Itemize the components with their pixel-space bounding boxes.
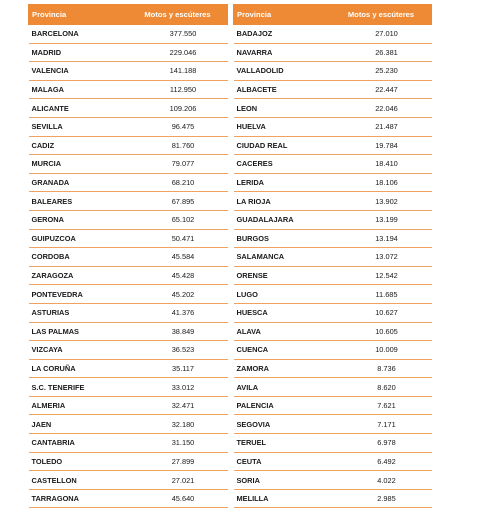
cell-provincia: SORIA <box>234 471 328 490</box>
cell-provincia: SEGOVIA <box>234 415 328 434</box>
table-row <box>234 434 432 453</box>
cell-provincia: ALBACETE <box>234 80 328 99</box>
table-row <box>234 62 432 81</box>
cell-motos: 13.194 <box>328 229 432 248</box>
cell-motos: 41.376 <box>125 303 228 322</box>
cell-motos: 13.199 <box>328 210 432 229</box>
table-row <box>234 173 432 192</box>
table-row <box>234 210 432 229</box>
table-row <box>29 285 228 304</box>
table-row <box>29 80 228 99</box>
table-row <box>234 378 432 397</box>
cell-motos: 36.523 <box>125 341 228 360</box>
table-row <box>29 136 228 155</box>
table-row <box>29 25 228 44</box>
cell-provincia: HUELVA <box>234 117 328 136</box>
cell-provincia: CIUDAD REAL <box>234 136 328 155</box>
cell-provincia: CASTELLON <box>29 471 125 490</box>
cell-motos: 26.381 <box>328 43 432 62</box>
cell-provincia: LEON <box>234 99 328 118</box>
cell-motos: 2.985 <box>328 489 432 508</box>
table-row <box>234 25 432 44</box>
cell-provincia: PONTEVEDRA <box>29 285 125 304</box>
cell-motos: 27.021 <box>125 471 228 490</box>
table-row <box>29 303 228 322</box>
cell-provincia: ASTURIAS <box>29 303 125 322</box>
table-header-row <box>234 5 432 25</box>
cell-provincia: MURCIA <box>29 155 125 174</box>
cell-provincia: LA CORUÑA <box>29 359 125 378</box>
table-row <box>29 359 228 378</box>
cell-provincia: AVILA <box>234 378 328 397</box>
cell-motos: 50.471 <box>125 229 228 248</box>
cell-provincia: BURGOS <box>234 229 328 248</box>
cell-motos: 112.950 <box>125 80 228 99</box>
cell-motos: 12.542 <box>328 266 432 285</box>
cell-motos: 141.188 <box>125 62 228 81</box>
cell-motos: 31.150 <box>125 434 228 453</box>
cell-motos: 22.447 <box>328 80 432 99</box>
cell-provincia: CORDOBA <box>29 248 125 267</box>
cell-provincia: MADRID <box>29 43 125 62</box>
cell-motos: 109.206 <box>125 99 228 118</box>
cell-provincia: TOLEDO <box>29 452 125 471</box>
cell-provincia: CUENCA <box>234 341 328 360</box>
table-row <box>29 155 228 174</box>
table-row <box>234 396 432 415</box>
table-row <box>29 452 228 471</box>
cell-motos: 27.010 <box>328 25 432 44</box>
cell-provincia: LA RIOJA <box>234 192 328 211</box>
cell-motos: 21.487 <box>328 117 432 136</box>
header-motos: Motos y escúteres <box>328 5 432 25</box>
cell-motos: 22.046 <box>328 99 432 118</box>
cell-provincia: ALAVA <box>234 322 328 341</box>
table-row <box>29 192 228 211</box>
table-row <box>234 452 432 471</box>
cell-motos: 45.202 <box>125 285 228 304</box>
cell-provincia: CEUTA <box>234 452 328 471</box>
table-row <box>234 359 432 378</box>
cell-motos: 45.640 <box>125 489 228 508</box>
cell-provincia: GRANADA <box>29 173 125 192</box>
cell-provincia: NAVARRA <box>234 43 328 62</box>
cell-motos: 377.550 <box>125 25 228 44</box>
cell-provincia: VIZCAYA <box>29 341 125 360</box>
cell-motos: 67.895 <box>125 192 228 211</box>
table-row <box>29 173 228 192</box>
table-row <box>234 80 432 99</box>
table-row <box>29 62 228 81</box>
cell-motos: 18.106 <box>328 173 432 192</box>
cell-provincia: ZAMORA <box>234 359 328 378</box>
cell-motos: 45.428 <box>125 266 228 285</box>
table-row <box>234 229 432 248</box>
cell-provincia: LERIDA <box>234 173 328 192</box>
cell-motos: 33.012 <box>125 378 228 397</box>
table-row <box>234 415 432 434</box>
cell-motos: 35.117 <box>125 359 228 378</box>
table-row <box>29 471 228 490</box>
cell-provincia: TARRAGONA <box>29 489 125 508</box>
table-row <box>29 43 228 62</box>
table-row <box>234 248 432 267</box>
table-row <box>29 266 228 285</box>
header-motos: Motos y escúteres <box>125 5 228 25</box>
table-row <box>234 117 432 136</box>
cell-provincia: VALENCIA <box>29 62 125 81</box>
cell-provincia: JAEN <box>29 415 125 434</box>
cell-provincia: BARCELONA <box>29 25 125 44</box>
table-row <box>234 192 432 211</box>
cell-motos: 7.171 <box>328 415 432 434</box>
cell-provincia: ZARAGOZA <box>29 266 125 285</box>
cell-motos: 13.072 <box>328 248 432 267</box>
table-right <box>233 4 432 508</box>
table-row <box>29 434 228 453</box>
cell-motos: 25.230 <box>328 62 432 81</box>
cell-motos: 79.077 <box>125 155 228 174</box>
table-row <box>29 99 228 118</box>
table-row <box>29 378 228 397</box>
table-header-row <box>29 5 228 25</box>
table-row <box>234 99 432 118</box>
cell-motos: 10.009 <box>328 341 432 360</box>
cell-provincia: MELILLA <box>234 489 328 508</box>
cell-provincia: PALENCIA <box>234 396 328 415</box>
table-row <box>29 396 228 415</box>
cell-provincia: BADAJOZ <box>234 25 328 44</box>
cell-provincia: SALAMANCA <box>234 248 328 267</box>
table-row <box>234 285 432 304</box>
cell-motos: 7.621 <box>328 396 432 415</box>
table-row <box>29 210 228 229</box>
cell-provincia: ALICANTE <box>29 99 125 118</box>
cell-provincia: CANTABRIA <box>29 434 125 453</box>
table-row <box>234 489 432 508</box>
table-row <box>29 248 228 267</box>
cell-motos: 6.492 <box>328 452 432 471</box>
cell-motos: 8.736 <box>328 359 432 378</box>
cell-motos: 19.784 <box>328 136 432 155</box>
cell-provincia: S.C. TENERIFE <box>29 378 125 397</box>
table-row <box>234 43 432 62</box>
cell-motos: 10.605 <box>328 322 432 341</box>
cell-provincia: ALMERIA <box>29 396 125 415</box>
table-row <box>29 322 228 341</box>
table-row <box>234 322 432 341</box>
cell-motos: 68.210 <box>125 173 228 192</box>
header-provincia: Provincia <box>29 5 125 25</box>
cell-provincia: LUGO <box>234 285 328 304</box>
table-row <box>29 229 228 248</box>
cell-motos: 18.410 <box>328 155 432 174</box>
header-provincia: Provincia <box>234 5 328 25</box>
cell-provincia: GERONA <box>29 210 125 229</box>
cell-motos: 10.627 <box>328 303 432 322</box>
cell-motos: 229.046 <box>125 43 228 62</box>
table-row <box>29 415 228 434</box>
cell-motos: 96.475 <box>125 117 228 136</box>
cell-motos: 81.760 <box>125 136 228 155</box>
table-row <box>234 136 432 155</box>
table-row <box>234 341 432 360</box>
cell-provincia: HUESCA <box>234 303 328 322</box>
table-row <box>234 303 432 322</box>
table-row <box>29 117 228 136</box>
cell-provincia: CADIZ <box>29 136 125 155</box>
table-row <box>234 266 432 285</box>
cell-motos: 11.685 <box>328 285 432 304</box>
cell-provincia: ORENSE <box>234 266 328 285</box>
cell-provincia: LAS PALMAS <box>29 322 125 341</box>
cell-motos: 45.584 <box>125 248 228 267</box>
cell-motos: 65.102 <box>125 210 228 229</box>
cell-provincia: MALAGA <box>29 80 125 99</box>
cell-motos: 13.902 <box>328 192 432 211</box>
cell-motos: 32.471 <box>125 396 228 415</box>
cell-motos: 38.849 <box>125 322 228 341</box>
cell-motos: 27.899 <box>125 452 228 471</box>
cell-provincia: GUADALAJARA <box>234 210 328 229</box>
cell-motos: 32.180 <box>125 415 228 434</box>
cell-motos: 4.022 <box>328 471 432 490</box>
table-row <box>234 471 432 490</box>
cell-provincia: GUIPUZCOA <box>29 229 125 248</box>
cell-motos: 8.620 <box>328 378 432 397</box>
cell-motos: 6.978 <box>328 434 432 453</box>
cell-provincia: BALEARES <box>29 192 125 211</box>
cell-provincia: SEVILLA <box>29 117 125 136</box>
table-row <box>29 341 228 360</box>
cell-provincia: TERUEL <box>234 434 328 453</box>
cell-provincia: CACERES <box>234 155 328 174</box>
cell-provincia: VALLADOLID <box>234 62 328 81</box>
table-row <box>234 155 432 174</box>
table-left <box>28 4 228 508</box>
table-row <box>29 489 228 508</box>
